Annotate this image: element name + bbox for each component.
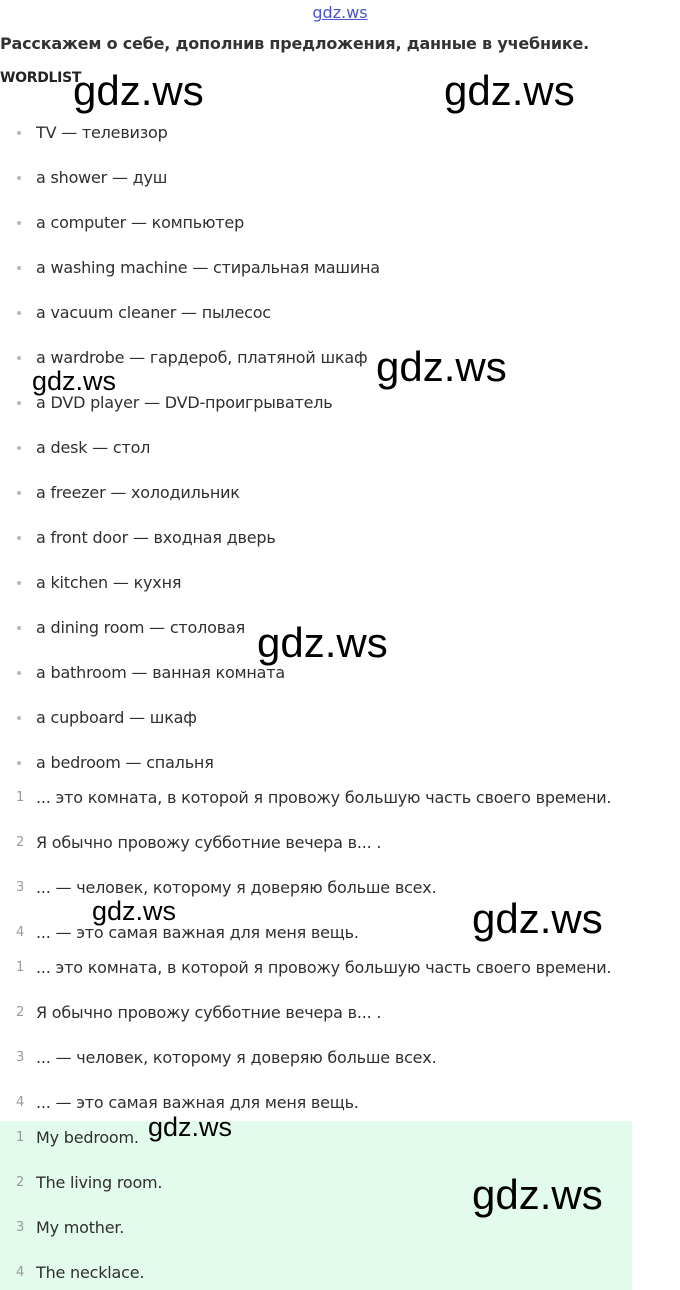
site-link[interactable]: gdz.ws [312, 3, 368, 22]
list-item-text: The living room. [36, 1173, 163, 1192]
list-item-text: My bedroom. [36, 1128, 139, 1147]
task-instruction: Расскажем о себе, дополнив предложения, данные в учебнике. [0, 34, 590, 53]
list-item-text: a kitchen — кухня [36, 573, 182, 592]
item-number: 4 [15, 1095, 25, 1110]
bullet-icon [17, 446, 21, 450]
bullet-icon [17, 581, 21, 585]
bullet-icon [17, 311, 21, 315]
list-item-text: ... — человек, которому я доверяю больше всех. [36, 878, 437, 897]
bullet-icon [17, 401, 21, 405]
bullet-icon [17, 176, 21, 180]
list-item-text: ... это комната, в которой я провожу большую часть своего времени. [36, 958, 612, 977]
item-number: 1 [15, 790, 25, 805]
list-item-text: ... — это самая важная для меня вещь. [36, 923, 359, 942]
watermark: gdz.ws [444, 67, 575, 114]
list-item-text: a washing machine — стиральная машина [36, 258, 380, 277]
item-number: 1 [15, 1130, 25, 1145]
list-item-text: My mother. [36, 1218, 125, 1237]
list-item-text: a bathroom — ванная комната [36, 663, 286, 682]
list-item-text: a bedroom — спальня [36, 753, 214, 772]
item-number: 2 [15, 1005, 25, 1020]
bullet-icon [17, 491, 21, 495]
list-item-text: TV — телевизор [36, 123, 168, 142]
bullet-icon [17, 626, 21, 630]
bullet-icon [17, 671, 21, 675]
list-item-text: a desk — стол [36, 438, 151, 457]
watermark: gdz.ws [472, 895, 603, 942]
watermark: gdz.ws [257, 619, 388, 666]
list-item-text: Я обычно провожу субботние вечера в... . [36, 1003, 382, 1022]
wordlist-heading: WORDLIST [0, 70, 82, 86]
watermark: gdz.ws [73, 67, 204, 114]
watermark: gdz.ws [92, 896, 177, 926]
list-item-text: a vacuum cleaner — пылесос [36, 303, 271, 322]
item-number: 4 [15, 1265, 25, 1280]
item-number: 3 [15, 880, 25, 895]
list-item-text: a computer — компьютер [36, 213, 245, 232]
list-item-text: ... — человек, которому я доверяю больше всех. [36, 1048, 437, 1067]
list-item-text: a wardrobe — гардероб, платяной шкаф [36, 348, 368, 367]
item-number: 2 [15, 1175, 25, 1190]
bullet-icon [17, 716, 21, 720]
watermark: gdz.ws [376, 343, 507, 390]
list-item-text: a shower — душ [36, 168, 168, 187]
bullet-icon [17, 761, 21, 765]
list-item-text: Я обычно провожу субботние вечера в... . [36, 833, 382, 852]
item-number: 3 [15, 1050, 25, 1065]
bullet-icon [17, 131, 21, 135]
item-number: 2 [15, 835, 25, 850]
list-item-text: The necklace. [36, 1263, 145, 1282]
watermark: gdz.ws [472, 1171, 603, 1218]
list-item-text: a front door — входная дверь [36, 528, 276, 547]
bullet-icon [17, 356, 21, 360]
watermark: gdz.ws [32, 366, 117, 396]
bullet-icon [17, 536, 21, 540]
item-number: 4 [15, 925, 25, 940]
list-item-text: a freezer — холодильник [36, 483, 240, 502]
list-item-text: ... это комната, в которой я провожу большую часть своего времени. [36, 788, 612, 807]
list-item-text: a cupboard — шкаф [36, 708, 197, 727]
item-number: 1 [15, 960, 25, 975]
bullet-icon [17, 221, 21, 225]
list-item-text: ... — это самая важная для меня вещь. [36, 1093, 359, 1112]
list-item-text: a DVD player — DVD-проигрыватель [36, 393, 333, 412]
item-number: 3 [15, 1220, 25, 1235]
watermark: gdz.ws [148, 1112, 233, 1142]
bullet-icon [17, 266, 21, 270]
list-item-text: a dining room — столовая [36, 618, 246, 637]
